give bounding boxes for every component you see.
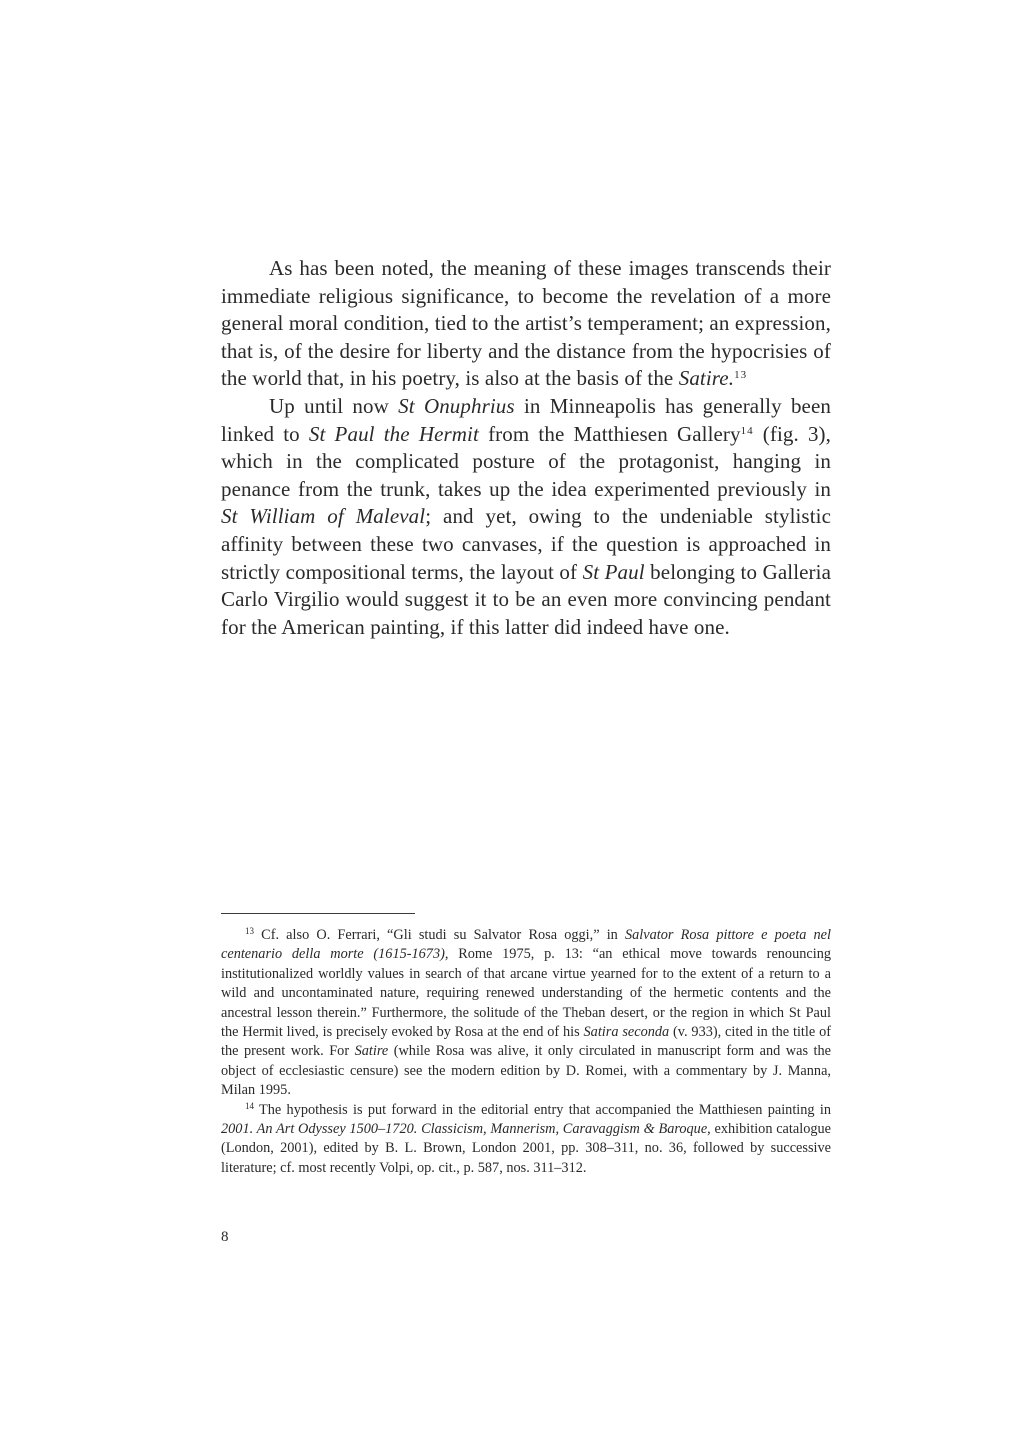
italic-title-satire: Satire. (678, 366, 735, 391)
paragraph-2-text-e: ; and yet, owing to the undeniable stylistic affinity between these two canvases, if the question is approached in strictly compositional terms, the layout of (221, 504, 831, 584)
body-text (221, 255, 831, 641)
footnote-13-text-a: Cf. also O. Ferrari, “Gli studi su Salvator Rosa oggi,” in (254, 927, 625, 943)
footnote-number-14: 14 (245, 1100, 254, 1111)
footnote-reference-14[interactable]: 14 (740, 424, 754, 437)
footnote-number-13: 13 (245, 926, 254, 936)
paragraph-2-text-f: belonging to Galleria Carlo Virgilio would suggest it to be an even more convincing pendant for the American painting, if this latter did indeed have one. (221, 559, 831, 639)
footnote-13 (221, 926, 831, 1101)
footnote-13-italic-title-1: Salvator Rosa pittore e poeta nel centenario della morte (1615-1673) (221, 927, 831, 963)
paragraph-2-text-b: in Minneapolis has generally been linked to (221, 393, 831, 446)
footnote-13-text-d: (while Rosa was alive, it only circulated in manuscript form and was the object of ecclesiastic censure) see the modern edition by D. Romei, with a commentary by J. Manna, Milan 1995. (221, 1043, 831, 1099)
footnote-divider (221, 913, 415, 914)
italic-title-st-paul-the-hermit: St Paul the Hermit (308, 421, 479, 446)
footnote-14-text-b: , exhibition catalogue (London, 2001), edited by B. L. Brown, London 2001, pp. 308–311, no. 36, followed by successive literature; cf. most recently Volpi, op. cit., p. 587, nos. 311–312. (221, 1121, 831, 1176)
paragraph-2-text-c: from the Matthiesen Gallery (478, 421, 741, 446)
footnote-14-italic-title: 2001. An Art Odyssey 1500–1720. Classicism, Mannerism, Caravaggism & Baroque (221, 1121, 708, 1138)
page-number: 8 (221, 1229, 229, 1245)
footnote-13-italic-title-2: Satira seconda (583, 1024, 670, 1041)
footnote-13-text-c: (v. 933), cited in the title of the present work. For (221, 1024, 831, 1060)
paragraph-1 (221, 255, 831, 393)
footnote-14-text-a: The hypothesis is put forward in the editorial entry that accompanied the Matthiesen painting in (254, 1101, 831, 1118)
footnotes (221, 926, 831, 1178)
italic-title-st-onuphrius: St Onuphrius (398, 393, 515, 418)
italic-title-st-paul: St Paul (582, 559, 645, 584)
paragraph-1-text: As has been noted, the meaning of these images transcends their immediate religious significance, to become the revelation of a more general moral condition, tied to the artist’s temperament; an expression, that is, of the desire for liberty and the distance from the hypocrisies of the world that, in his poetry, is also at the basis of the (221, 256, 831, 391)
paragraph-2-text-a: Up until now (269, 393, 399, 418)
paragraph-2-text-d: (fig. 3), which in the complicated posture of the protagonist, hanging in penance from the trunk, takes up the idea experimented previously in (221, 421, 831, 501)
footnote-13-italic-title-3: Satire (354, 1043, 389, 1060)
italic-title-st-william: St William of Maleval (221, 504, 426, 529)
footnote-14 (221, 1101, 831, 1179)
paragraph-2 (221, 393, 831, 641)
footnote-reference-13[interactable]: 13 (734, 369, 748, 382)
footnote-13-text-b: , Rome 1975, p. 13: “an ethical move towards renouncing institutionalized worldly values in search of that arcane virtue yearned for to the extent of a return to a wild and uncontaminated nature, requiring renewed understanding of the hermetic contents and the ancestral lesson therein.” Furthermore, the solitude of the Theban desert, or the region in which St Paul the Hermit lived, is precisely evoked by Rosa at the end of his (221, 946, 831, 1041)
